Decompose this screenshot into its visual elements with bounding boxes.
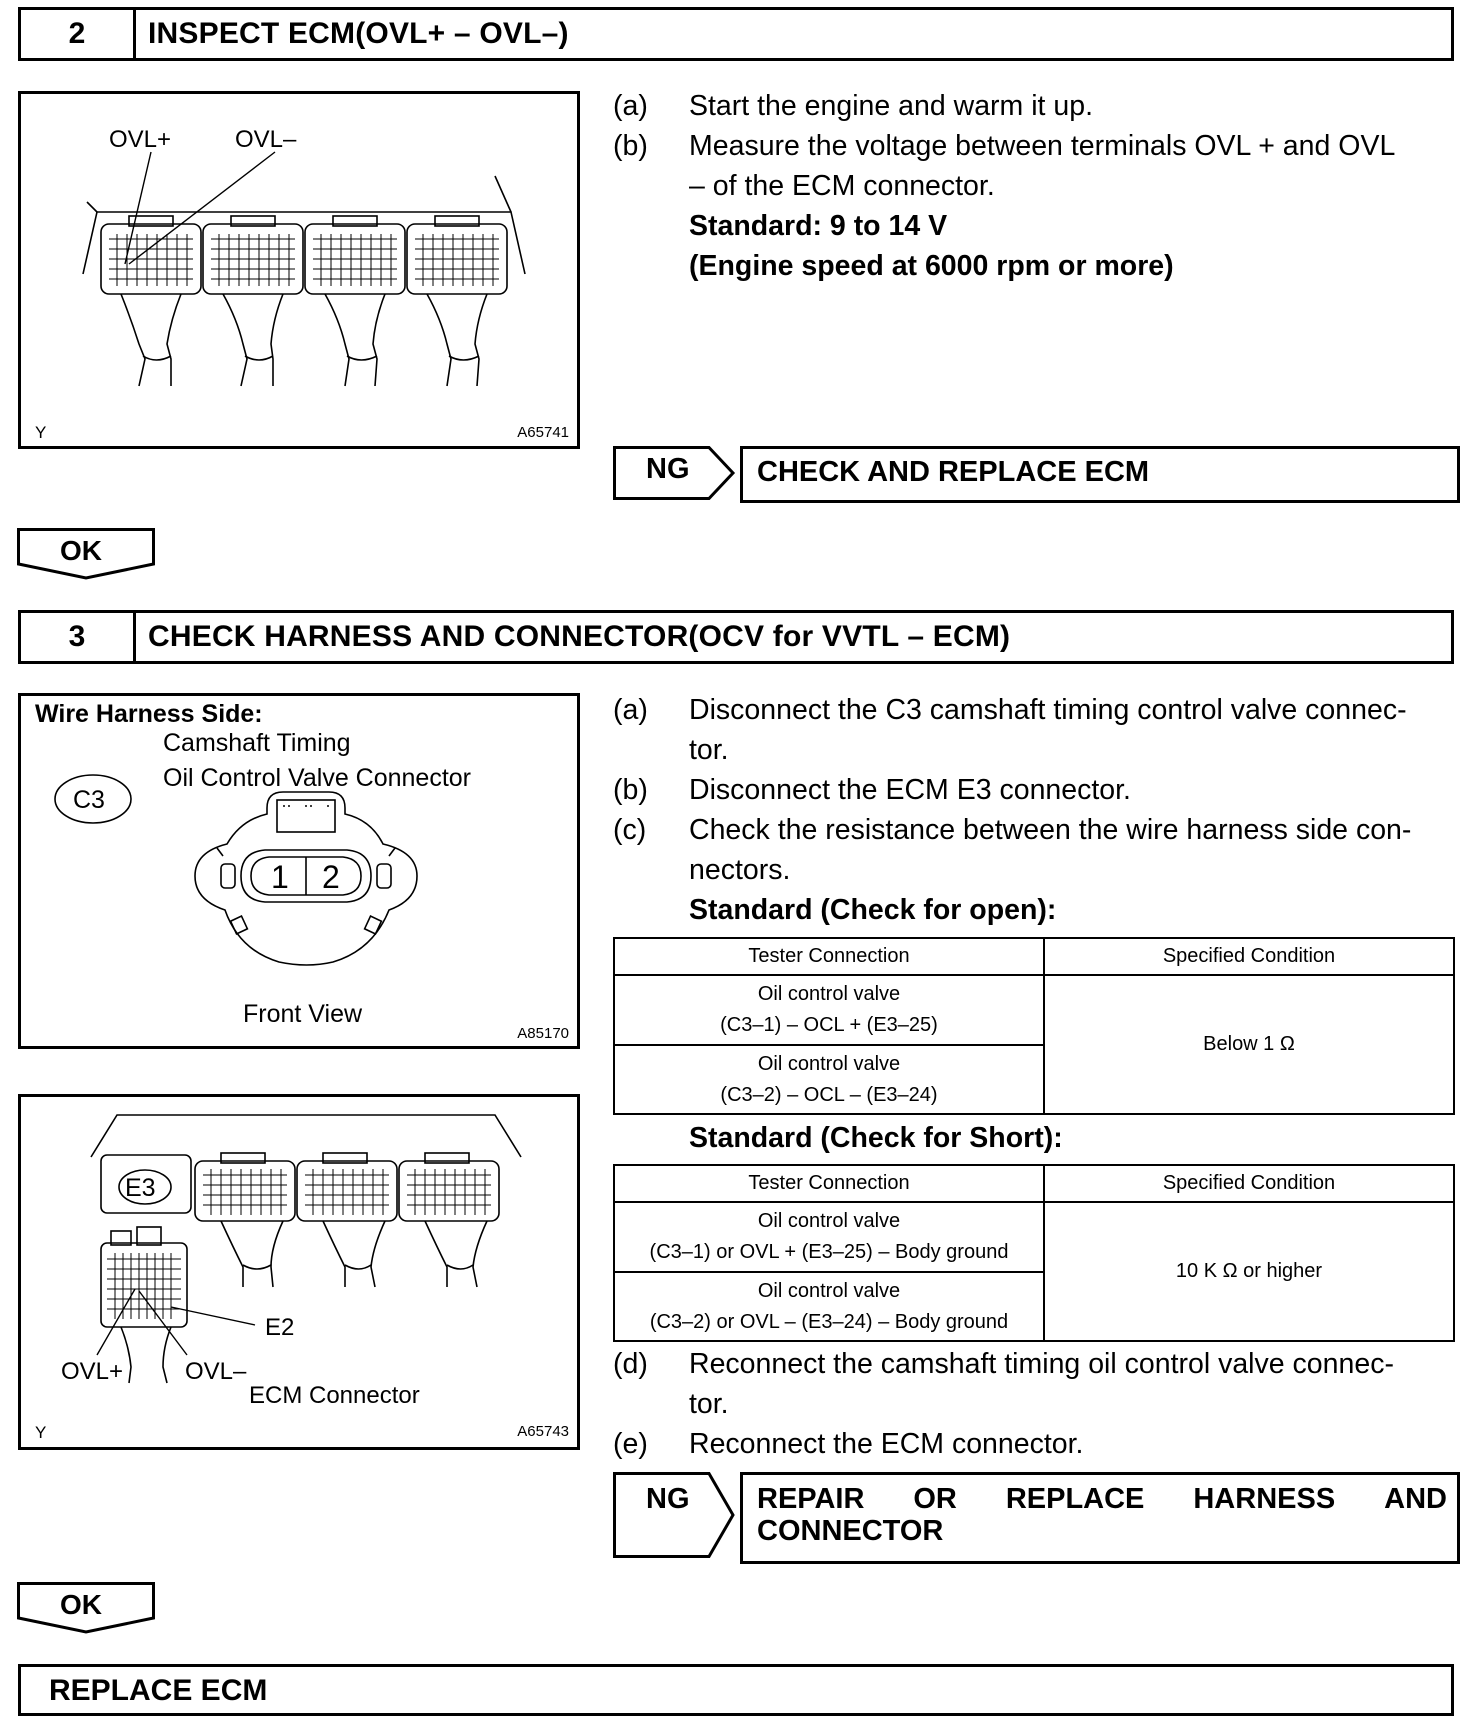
connector-id-e3: E3 (125, 1174, 156, 1202)
table-header: Specified Condition (1044, 938, 1454, 975)
table-header: Tester Connection (614, 1165, 1044, 1202)
c3-connector-drawing (21, 696, 577, 1046)
figure-code: A85170 (517, 1025, 569, 1042)
figure-corner-mark: Y (35, 1423, 47, 1442)
step-title: INSPECT ECM(OVL+ – OVL–) (148, 17, 569, 50)
label-e2: E2 (265, 1314, 295, 1341)
pin-2: 2 (322, 859, 340, 895)
specified-condition: Below 1 Ω (1044, 975, 1454, 1114)
wire-harness-heading: Wire Harness Side: (35, 700, 263, 728)
step-number: 3 (21, 613, 136, 661)
step-3-instructions: (a) Disconnect the C3 camshaft timing control valve connec- tor. (b) Disconnect the ECM E3 connector. (c) Check the resistance between the wire harness side con- nectors. Standard (Check for open): (613, 694, 1412, 926)
label-ovl-plus: OVL+ (61, 1358, 124, 1385)
step-3-header (18, 610, 1454, 664)
label-ovl-minus: OVL– (185, 1358, 247, 1385)
connector-name-line1: Camshaft Timing (163, 729, 351, 757)
ok-label: OK (60, 535, 102, 566)
step-2-instructions: (a) Start the engine and warm it up. (b) Measure the voltage between terminals OVL + and OVL – of the ECM connector. Standard: 9 to 14 V (Engine speed at 6000 rpm or more) (613, 90, 1396, 282)
final-title: REPLACE ECM (49, 1674, 268, 1707)
connector-name-line2: Oil Control Valve Connector (163, 764, 472, 792)
figure-code: A65741 (517, 424, 569, 441)
label-ovl-minus: OVL– (235, 126, 297, 153)
step-3-instructions-after: (d) Reconnect the camshaft timing oil control valve connec- tor. (e) Reconnect the ECM connector. (613, 1348, 1394, 1460)
table-row: Oil control valve (C3–2) – OCL – (E3–24) (614, 1045, 1454, 1114)
table-header: Tester Connection (614, 938, 1044, 975)
c3-connector-figure (18, 693, 580, 1049)
ecm-e3-drawing (21, 1097, 577, 1447)
table-row: Oil control valve (C3–1) or OVL + (E3–25) – Body ground 10 K Ω or higher (614, 1202, 1454, 1272)
step-title: CHECK HARNESS AND CONNECTOR(OCV for VVTL – ECM) (148, 620, 1011, 653)
table-header: Specified Condition (1044, 1165, 1454, 1202)
connector-id-c3: C3 (73, 786, 105, 814)
short-check-table (613, 1164, 1455, 1342)
ng-label: NG (646, 1483, 690, 1515)
ng-action: CHECK AND REPLACE ECM (740, 446, 1460, 503)
wire-bundles (121, 294, 487, 386)
ng-action (740, 1472, 1460, 1564)
step-2-header (18, 7, 1454, 61)
open-check-table (613, 937, 1455, 1115)
specified-condition: 10 K Ω or higher (1044, 1202, 1454, 1341)
replace-ecm-bar (18, 1664, 1454, 1716)
figure-corner-mark: Y (35, 423, 47, 442)
label-ovl-plus: OVL+ (109, 126, 172, 153)
step-number: 2 (21, 10, 136, 58)
ecm-connector-figure (18, 91, 580, 449)
ng-action-line2: CONNECTOR (757, 1515, 944, 1547)
ng-label: NG (646, 453, 690, 485)
ng-action-line1: REPAIR OR REPLACE HARNESS AND (757, 1483, 1447, 1515)
connector-blocks (101, 216, 507, 294)
ok-label: OK (60, 1589, 102, 1620)
table-row: Oil control valve (C3–1) – OCL + (E3–25) Below 1 Ω (614, 975, 1454, 1045)
figure-code: A65743 (517, 1423, 569, 1440)
table-row: Oil control valve (C3–2) or OVL – (E3–24) – Body ground (614, 1272, 1454, 1341)
ecm-connector-label: ECM Connector (249, 1382, 420, 1409)
pin-1: 1 (271, 859, 289, 895)
ecm-e3-connector-figure (18, 1094, 580, 1450)
ecm-connector-drawing (21, 94, 577, 446)
front-view-label: Front View (243, 1000, 363, 1028)
